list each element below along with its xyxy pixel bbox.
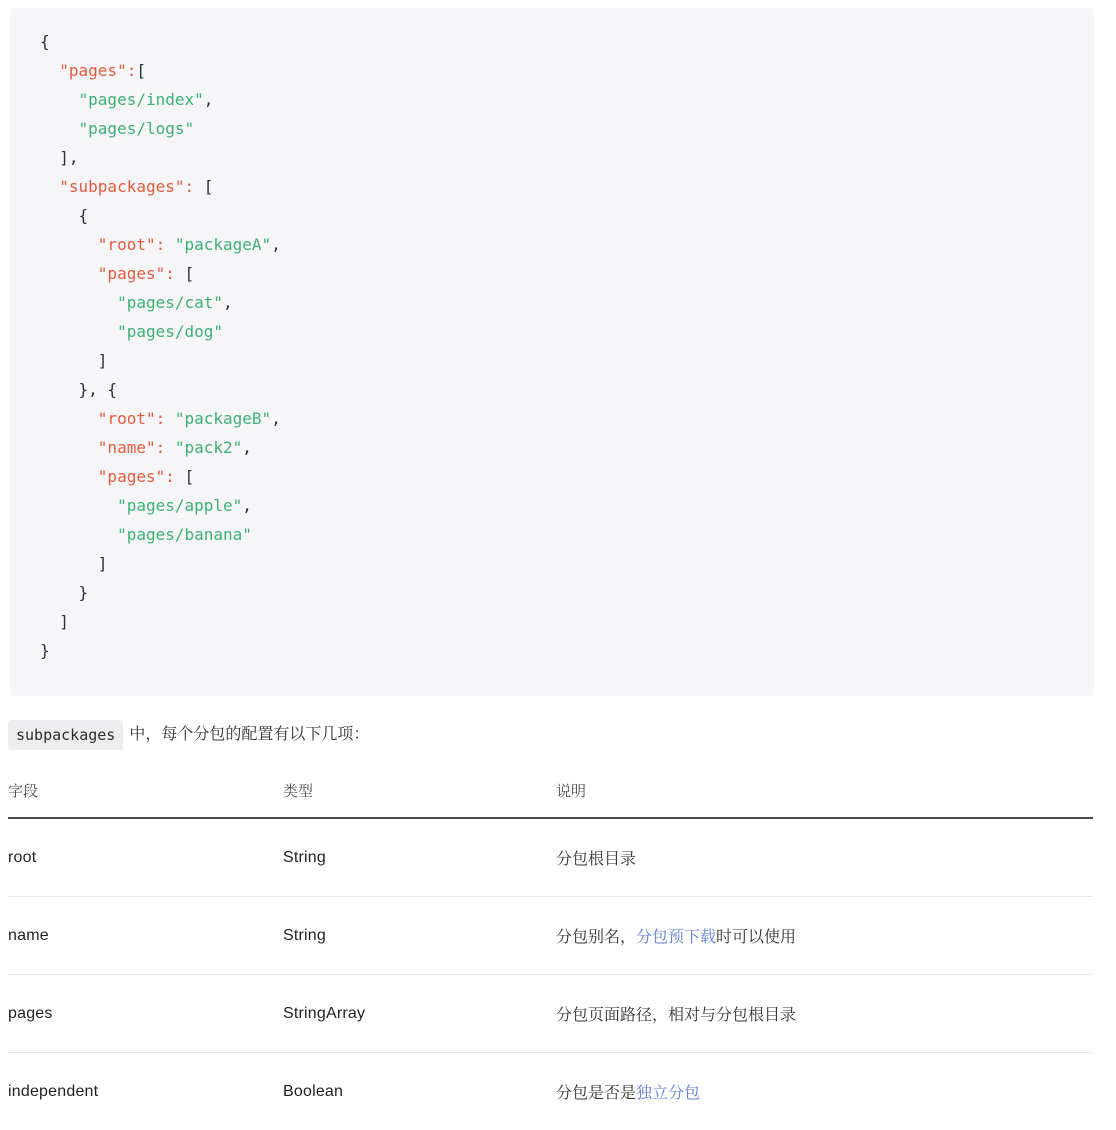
cell-field: independent: [8, 1082, 99, 1100]
table-header-row: [8, 780, 1093, 819]
code-line: [40, 607, 1074, 636]
code-token-str: "pages/apple": [117, 496, 243, 515]
code-token-punct: ,: [271, 235, 281, 254]
code-line: [40, 230, 1074, 259]
code-token-punct: {: [78, 206, 89, 225]
code-token-punct: ,: [242, 496, 252, 515]
code-line: [40, 56, 1074, 85]
code-token-str: "pages/logs": [78, 119, 195, 138]
cell-type: Boolean: [283, 1082, 344, 1100]
code-content: [40, 27, 1074, 665]
code-token-punct: ,: [223, 293, 233, 312]
code-line: [40, 201, 1074, 230]
code-token-punct: ]: [97, 554, 108, 573]
cell-desc: [556, 1080, 1093, 1103]
cell-field: pages: [8, 1004, 53, 1022]
code-token-punct: }, {: [78, 380, 118, 399]
code-token-punct: ]: [59, 612, 69, 631]
desc-text: 分包根目录: [556, 851, 637, 868]
code-token-key: "pages":: [59, 61, 137, 80]
code-line: [40, 346, 1074, 375]
inline-code-subpackages: subpackages: [8, 720, 123, 750]
intro-paragraph: [8, 720, 1094, 750]
cell-field: root: [8, 848, 37, 866]
desc-text: 时可以使用: [716, 929, 797, 946]
code-token-punct: }: [40, 641, 50, 660]
code-line: [40, 143, 1074, 172]
desc-text: 分包页面路径，相对与分包根目录: [556, 1007, 797, 1024]
code-token-str: "pack2": [174, 438, 243, 457]
code-block: [10, 8, 1094, 696]
table-header-field: 字段: [8, 783, 39, 800]
config-table: [8, 780, 1093, 1130]
code-line: [40, 85, 1074, 114]
cell-type: String: [283, 848, 326, 866]
code-token-key: "root":: [97, 409, 175, 428]
code-line: [40, 491, 1074, 520]
table-header-desc: 说明: [556, 783, 587, 800]
code-line: [40, 114, 1074, 143]
code-token-str: "packageB": [174, 409, 272, 428]
code-line: [40, 433, 1074, 462]
code-token-punct: ,: [271, 409, 281, 428]
table-row: [8, 1053, 1093, 1130]
code-token-key: "pages":: [97, 467, 185, 486]
code-token-punct: [: [194, 177, 214, 196]
code-token-str: "pages/dog": [117, 322, 224, 341]
code-token-punct: [: [184, 467, 195, 486]
config-table-body: [8, 819, 1093, 1130]
code-token-punct: }: [78, 583, 89, 602]
code-token-str: "pages/banana": [117, 525, 252, 544]
code-line: [40, 462, 1074, 491]
code-token-key: "subpackages":: [59, 177, 195, 196]
code-line: [40, 375, 1074, 404]
cell-type: String: [283, 926, 326, 944]
cell-desc: [556, 924, 1093, 947]
code-line: [40, 578, 1074, 607]
table-row: [8, 819, 1093, 897]
table-header-type: 类型: [283, 783, 314, 800]
table-row: [8, 897, 1093, 975]
cell-type: StringArray: [283, 1004, 366, 1022]
code-line: [40, 549, 1074, 578]
code-token-key: "name":: [97, 438, 175, 457]
code-line: [40, 317, 1074, 346]
code-token-str: "packageA": [174, 235, 272, 254]
code-token-punct: {: [40, 32, 50, 51]
intro-text: 中，每个分包的配置有以下几项：: [129, 726, 370, 743]
table-row: [8, 975, 1093, 1053]
code-token-punct: ],: [59, 148, 79, 167]
desc-link[interactable]: 分包预下载: [636, 929, 717, 946]
code-token-punct: ,: [242, 438, 252, 457]
desc-text: 分包别名，: [556, 929, 637, 946]
code-token-key: "root":: [97, 235, 175, 254]
code-line: [40, 636, 1074, 665]
code-line: [40, 27, 1074, 56]
code-token-punct: [: [136, 61, 146, 80]
code-token-punct: [: [184, 264, 195, 283]
code-token-punct: ,: [203, 90, 214, 109]
desc-text: 分包是否是: [556, 1085, 637, 1102]
cell-desc: [556, 1002, 1093, 1025]
code-token-punct: ]: [97, 351, 108, 370]
code-line: [40, 259, 1074, 288]
code-line: [40, 172, 1074, 201]
code-line: [40, 404, 1074, 433]
code-line: [40, 520, 1074, 549]
code-line: [40, 288, 1074, 317]
code-token-str: "pages/cat": [117, 293, 224, 312]
code-token-key: "pages":: [97, 264, 185, 283]
desc-link[interactable]: 独立分包: [636, 1085, 701, 1102]
cell-field: name: [8, 926, 49, 944]
code-token-str: "pages/index": [78, 90, 204, 109]
cell-desc: [556, 846, 1093, 869]
